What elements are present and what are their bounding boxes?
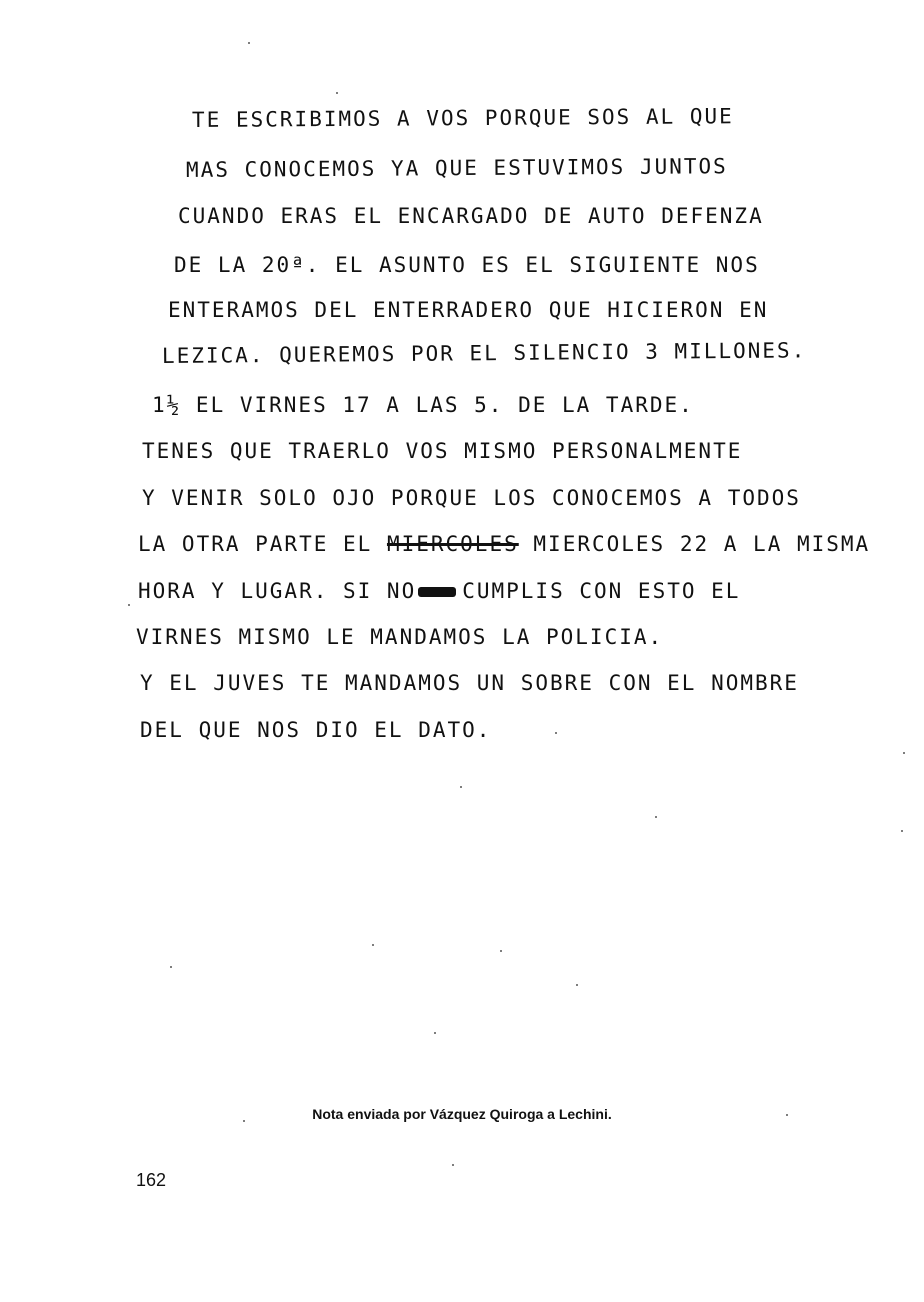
letter-line-1: TE ESCRIBIMOS A VOS PORQUE SOS AL QUE: [191, 104, 734, 132]
scan-speck: [336, 92, 338, 94]
letter-line-13: Y EL JUVES TE MANDAMOS UN SOBRE CON EL NOMBRE: [140, 671, 799, 695]
scan-speck: [170, 966, 172, 968]
letter-line-5: ENTERAMOS DEL ENTERRADERO QUE HICIERON EN: [168, 298, 769, 322]
crossed-out-word: MIERCOLES: [386, 532, 519, 556]
scan-speck: [128, 604, 130, 606]
letter-line-8: TENES QUE TRAERLO VOS MISMO PERSONALMENTE: [142, 439, 743, 463]
scan-speck: [903, 752, 905, 754]
scan-speck: [500, 950, 502, 952]
scan-speck: [901, 830, 903, 832]
scan-speck: [452, 1164, 454, 1166]
scan-speck: [434, 1032, 436, 1034]
letter-line-3: CUANDO ERAS EL ENCARGADO DE AUTO DEFENZA: [178, 204, 764, 228]
scan-speck: [372, 944, 374, 946]
letter-line-6: LEZICA. QUEREMOS POR EL SILENCIO 3 MILLONES.: [161, 338, 807, 368]
scan-speck: [655, 816, 657, 818]
scan-speck: [243, 1120, 245, 1122]
letter-line-10-end: MIERCOLES 22 A LA MISMA: [533, 532, 871, 556]
scan-speck: [555, 732, 557, 734]
scan-speck: [576, 984, 578, 986]
figure-caption: Nota enviada por Vázquez Quiroga a Lechini.: [312, 1106, 612, 1122]
letter-line-9: Y VENIR SOLO OJO PORQUE LOS CONOCEMOS A TODOS: [142, 486, 801, 510]
letter-line-11: [138, 579, 740, 603]
scan-speck: [248, 42, 250, 44]
letter-line-10-start: LA OTRA PARTE EL: [138, 532, 373, 556]
scan-speck: [786, 1114, 788, 1116]
ink-blot: [418, 587, 456, 597]
scan-speck: [460, 786, 462, 788]
letter-line-10: [138, 532, 870, 556]
letter-line-7: 1½ EL VIRNES 17 A LAS 5. DE LA TARDE.: [152, 393, 694, 417]
page-number: 162: [136, 1170, 167, 1190]
letter-line-14: DEL QUE NOS DIO EL DATO.: [140, 718, 492, 742]
letter-line-12: VIRNES MISMO LE MANDAMOS LA POLICIA.: [136, 625, 664, 649]
letter-line-11-start: HORA Y LUGAR. SI NO: [138, 579, 417, 603]
letter-line-2: MAS CONOCEMOS YA QUE ESTUVIMOS JUNTOS: [185, 154, 728, 182]
letter-line-11-end: CUMPLIS CON ESTO EL: [462, 579, 741, 603]
letter-line-4: DE LA 20ª. EL ASUNTO ES EL SIGUIENTE NOS: [174, 253, 760, 277]
